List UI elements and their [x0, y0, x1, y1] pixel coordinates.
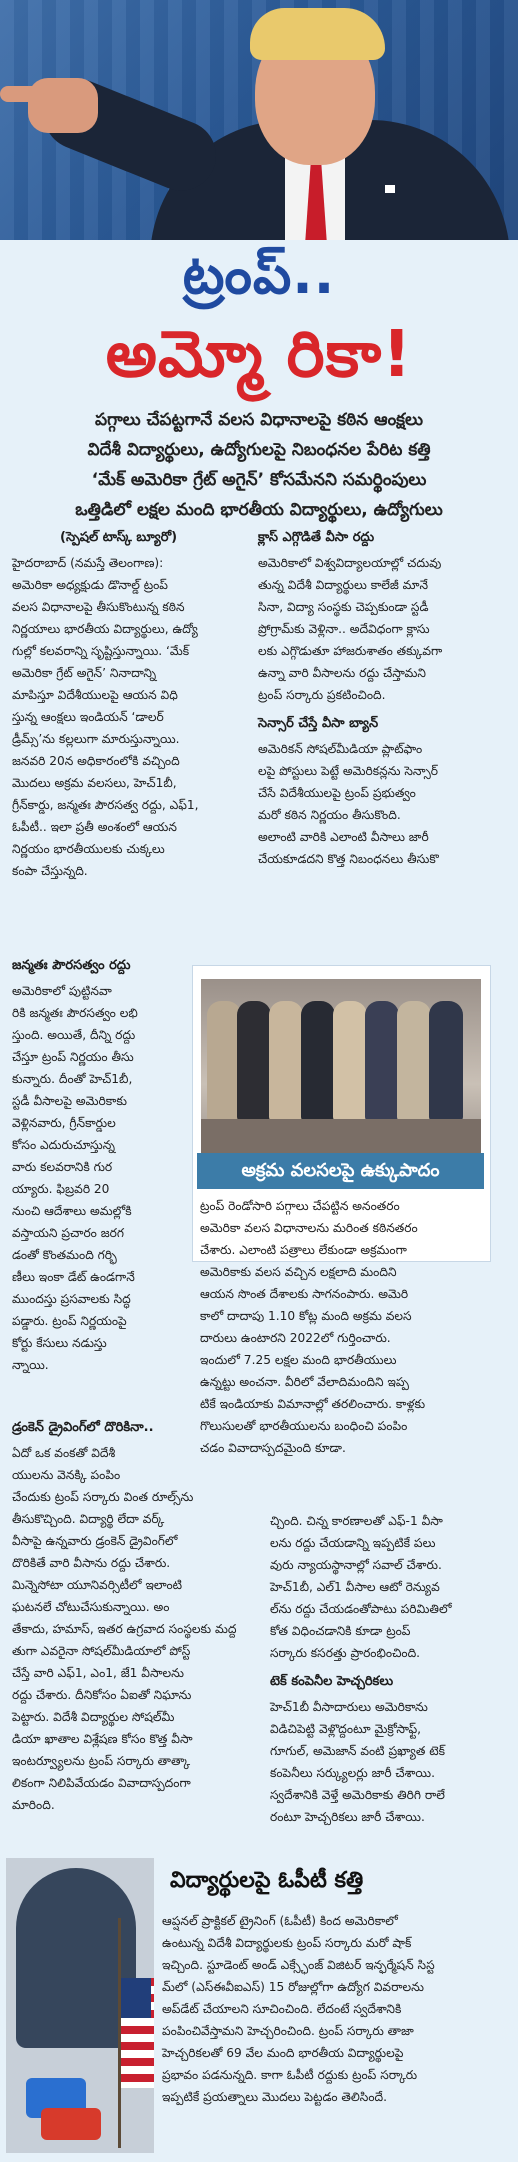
opt-body	[162, 1910, 510, 2108]
intro-line: కంపా చేస్తున్నది.	[12, 864, 88, 878]
intro-line: నిర్ణయాలు భారతీయ విద్యార్థులు, ఉద్యో	[12, 622, 198, 636]
section-line: తేకాదు, హమాస్, ఇతర ఉగ్రవాద సంస్థలకు మద్ద	[12, 1622, 237, 1636]
box-line: టికే ఇండియాకు విమానాల్లో తరలించారు. కాళ్లకు	[200, 1397, 426, 1411]
section-line: ఏదో ఒక వంకతో విదేశీ	[12, 1446, 116, 1460]
opt-line: మ్‌లో (ఎస్‌ఈవీఐఎస్) 15 రోజుల్లోగా ఉద్యోగ వివరాలను	[162, 1980, 424, 1994]
intro-line: ఓపీటీ.. ఇలా ప్రతీ అంశంలో ఆయన	[12, 820, 177, 834]
section-line: కోర్టు కేసులు నడుస్తు	[12, 1336, 107, 1350]
opt-line: అప్‌డేట్ చేయాలని సూచించింది. లేదంటే స్వదేశానికి	[162, 2002, 402, 2016]
section-line: లికంగా నిలిపివేయడం వివాదాస్పదంగా	[12, 1776, 191, 1790]
intro-line: మొదలు అక్రమ వలసలు, హెచ్1బీ,	[12, 776, 177, 790]
headline-line1: ట్రంప్..	[182, 243, 336, 306]
opt-photo	[6, 1858, 154, 2153]
section-line: చేందుకు ట్రంప్ సర్కారు వింత రూల్స్‌ను	[12, 1490, 194, 1504]
section-line: విడిచిపెట్టి వెళ్లొద్దంటూ మైక్రోసాఫ్ట్,	[270, 1722, 422, 1736]
opt-line: ఇచ్చింది. స్టూడెంట్ అండ్ ఎక్స్ఛేంజ్ విజిటర్ ఇన్ఫర్మేషన్ సిస్ట	[162, 1958, 435, 1972]
subhead-4: ఒత్తిడిలో లక్షల మంది భారతీయ విద్యార్థులు, ఉద్యోగులు	[75, 500, 443, 520]
section-line: కంపెనీలు సర్క్యులర్లు జారీ చేశాయి.	[270, 1766, 435, 1780]
subhead-3: ‘మేక్ అమెరికా గ్రేట్ అగైన్’ కోసమేనని సమర్థింపులు	[91, 470, 427, 490]
intro-line: అమెరికా గ్రేట్ అగైన్’ నినాదాన్ని	[12, 666, 157, 680]
section-line: ల్‌ను రద్దు చేయడంతోపాటు పరిమితిలో	[270, 1602, 452, 1616]
section-line: చేస్తూ ట్రంప్ నిర్ణయం తీసు	[12, 1050, 134, 1064]
section-line: హెచ్1బీ వీసాదారులు అమెరికాను	[270, 1700, 428, 1714]
section-line: న్నాయి.	[12, 1358, 49, 1372]
section-line: వెళ్లినవారు, గ్రీన్‌కార్డుల	[12, 1116, 116, 1130]
section-line: హెచ్1బీ, ఎల్1 వీసాల ఆటో రెన్యువ	[270, 1580, 440, 1594]
opt-line: ఇప్పటికే ప్రయత్నాలు మొదలు పెట్టడం తెలిసిందే.	[162, 2090, 388, 2104]
headline-line2: అమ్మో రికా!	[105, 318, 413, 392]
section-line: అమెరికాలో విశ్వవిద్యాలయాల్లో చదువు	[258, 556, 442, 570]
section-line: రంటూ హెచ్చరికలు జారీ చేశాయి.	[270, 1810, 425, 1824]
section-line: సర్కారు కసరత్తు ప్రారంభించింది.	[270, 1646, 421, 1660]
box-line: దారులు ఉంటారని 2022లో గుర్తించారు.	[200, 1331, 391, 1345]
intro-line: నిర్ణయం భారతీయులకు చుక్కలు	[12, 842, 165, 856]
section-line: మరో కఠిన నిర్ణయం తీసుకొంది.	[258, 808, 401, 822]
intro-line: స్తున్న ఆంక్షలు ఇండియన్ ‘డాలర్	[12, 710, 164, 724]
section-line: ట్రంప్ సర్కారు ప్రకటించింది.	[258, 688, 386, 702]
section-line: లను రద్దు చేయడాన్ని ఇప్పటికే పలు	[270, 1536, 436, 1550]
visa-renewal-section	[270, 1510, 510, 1828]
section-line: యులను వెనక్కి పంపిం	[12, 1468, 121, 1482]
box-line: చేశారు. ఎలాంటి పత్రాలు లేకుండా అక్రమంగా	[200, 1243, 407, 1257]
opt-line: ఉంటున్న విదేశీ విద్యార్థులకు ట్రంప్ సర్కారు మరో షాక్	[162, 1936, 412, 1950]
section-line: స్తుంది. అయితే, దీన్ని రద్దు	[12, 1028, 136, 1042]
drunk-driving-section	[12, 1420, 262, 1816]
intro-line: అమెరికా అధ్యక్షుడు డొనాల్డ్ ట్రంప్	[12, 578, 168, 592]
photo-caption: అక్రమ వలసలపై ఉక్కుపాదం	[197, 1153, 484, 1189]
intro-line: జనవరి 20న అధికారంలోకి వచ్చింది	[12, 754, 180, 768]
opt-title: విద్యార్థులపై ఓపీటీ కత్తి	[170, 1868, 364, 1893]
section-heading: టెక్ కంపెనీల హెచ్చరికలు	[270, 1674, 394, 1689]
header-photo	[0, 0, 518, 240]
section-line: అమెరికాలో పుట్టినవా	[12, 984, 112, 998]
section-line: ణీలు ఇంకా డేట్ ఉండగానే	[12, 1270, 135, 1284]
opt-line: హెచ్చరికలతో 69 వేల మంది భారతీయ విద్యార్థులపై	[162, 2046, 404, 2060]
intro-line: గ్రీన్‌కార్డు, జన్మతః పౌరసత్వ రద్దు, ఎఫ్1,	[12, 798, 199, 812]
section-line: య్యారు. ఫిబ్రవరి 20	[12, 1182, 110, 1196]
section-line: పెట్టారు. విదేశీ విద్యార్థుల సోషల్‌మీ	[12, 1710, 175, 1724]
intro-column	[12, 552, 244, 882]
section-line: తీసుకొచ్చింది. విద్యార్థి లేదా వర్క్	[12, 1512, 165, 1526]
section-line: ఘటనలే చోటుచేసుకున్నాయి. అం	[12, 1600, 170, 1614]
box-line: అమెరికా వలస విధానాలను మరింత కఠినతరం	[200, 1221, 418, 1235]
opt-line: ఆప్షనల్ ప్రాక్టికల్ ట్రైనింగ్ (ఓపీటీ) కింద అమెరికాలో	[162, 1914, 398, 1928]
section-line: వస్తాయని ప్రచారం జరగ	[12, 1226, 124, 1240]
section-line: డంతో కొంతమంది గర్భి	[12, 1248, 117, 1262]
intro-line: మాపిస్తూ విదేశీయులపై ఆయన విధి	[12, 688, 178, 702]
section-line: గూగుల్, అమెజాన్ వంటి ప్రఖ్యాత టెక్	[270, 1744, 445, 1758]
section-heading: సెన్సార్ చేస్తే వీసా బ్యాన్	[258, 716, 379, 731]
section-heading: క్లాస్ ఎగ్గొడితే వీసా రద్దు	[258, 530, 375, 545]
box-line: అమెరికాకు వలస వచ్చిన లక్షలాది మందిని	[200, 1265, 397, 1279]
section-line: స్టడీ వీసాలపై అమెరికాకు	[12, 1094, 127, 1108]
section-line: రద్దు చేశారు. దీనికోసం ఏఐతో నిఘాను	[12, 1688, 192, 1702]
intro-line: డ్రీమ్స్’ను కల్లలుగా మారుస్తున్నాయి.	[12, 732, 180, 746]
section-line: దొరికితే వారి వీసాను రద్దు చేశారు.	[12, 1556, 171, 1570]
section-heading: జన్మతః పౌరసత్వం రద్దు	[12, 958, 131, 973]
section-line: అలాంటి వారికి ఎలాంటి వీసాలు జారీ	[258, 830, 429, 844]
subhead-1: పగ్గాలు చేపట్టగానే వలస విధానాలపై కఠిన ఆంక్షలు	[95, 410, 423, 430]
section-line: మిన్నెసోటా యూనివర్సిటీలో ఇలాంటి	[12, 1578, 183, 1592]
box-line: ఉన్నట్టు అంచనా. వీరిలో వేలాదిమందిని ఇప్ప	[200, 1375, 409, 1389]
section-line: వురు న్యాయస్థానాల్లో సవాల్ చేశారు.	[270, 1558, 442, 1572]
box-line: గొలుసులతో భారతీయులను బంధించి పంపిం	[200, 1419, 408, 1433]
section-line: డియా ఖాతాల విశ్లేషణ కోసం కొత్త వీసా	[12, 1732, 193, 1746]
opt-line: ప్రభావం పడనున్నది. కాగా ఓపీటీ రద్దుకు ట్రంప్ సర్కారు	[162, 2068, 418, 2082]
section-heading: డ్రంకెన్ డ్రైవింగ్‌లో దొరికినా..	[12, 1420, 154, 1435]
section-line: వీసాపై ఉన్నవారు డ్రంకెన్ డ్రైవింగ్‌లో	[12, 1534, 178, 1548]
section-line: ప్రోగ్రామ్‌కు వెళ్లినా.. అదేవిధంగా క్లాసు	[258, 622, 430, 636]
section-line: చేయకూడదని కొత్త నిబంధనలు తీసుకొ	[258, 852, 439, 866]
box-line: ఆయన సొంత దేశాలకు సాగనంపారు. అమెరి	[200, 1287, 409, 1301]
section-line: మారింది.	[12, 1798, 55, 1812]
section-line: కున్నారు. దీంతో హెచ్1బీ,	[12, 1072, 133, 1086]
section-line: సినా, విద్యా సంస్థకు చెప్పకుండా స్టడీ	[258, 600, 429, 614]
section-line: వారు కలవరానికి గుర	[12, 1160, 113, 1174]
section-line: చేస్తే వారి ఎఫ్1, ఎం1, జే1 వీసాలను	[12, 1666, 184, 1680]
deportees-photo	[200, 978, 482, 1155]
section-line: ఉన్నా వారి వీసాలను రద్దు చేస్తామని	[258, 666, 426, 680]
section-line: స్వదేశానికి వెళ్తే అమెరికాకు తిరిగి రాలే	[270, 1788, 445, 1802]
intro-line: వలస విధానాలపై తీసుకొంటున్న కఠిన	[12, 600, 185, 614]
section-line: చేసే విదేశీయులపై ట్రంప్ ప్రభుత్వం	[258, 786, 416, 800]
section-line: లకు ఎగ్గొడుతూ హాజరుశాతం తక్కువగా	[258, 644, 443, 658]
section-line: కోత విధించడానికి కూడా ట్రంప్	[270, 1624, 411, 1638]
section-line: పడ్డారు. ట్రంప్ నిర్ణయంపై	[12, 1314, 127, 1328]
section-line: కోసం ఎదురుచూస్తున్న	[12, 1138, 115, 1152]
section-line: తుగా ఎవరైనా సోషల్‌మీడియాలో పోస్ట్	[12, 1644, 191, 1658]
section-line: ఇంటర్వ్యూలను ట్రంప్ సర్కారు తాత్కా	[12, 1754, 191, 1768]
section-line: చ్చింది. చిన్న కారణాలతో ఎఫ్-1 వీసా	[270, 1514, 443, 1528]
section-line: తున్న విదేశీ విద్యార్థులు కాలేజీ మానే	[258, 578, 429, 592]
section-line: అమెరికన్ సోషల్‌మీడియా ప్లాట్‌ఫాం	[258, 742, 423, 756]
subhead-2: విదేశీ విద్యార్థులు, ఉద్యోగులపై నిబంధనల పేరిట కత్తి	[87, 440, 431, 460]
section-line: రికి జన్మతః పౌరసత్వం లభి	[12, 1006, 138, 1020]
visa-cancel-section	[258, 530, 508, 870]
dateline: హైదరాబాద్ (నమస్తే తెలంగాణ):	[12, 556, 164, 570]
birthright-section	[12, 958, 184, 1376]
section-line: ముందస్తు ప్రసవాలకు సిద్ధ	[12, 1292, 131, 1306]
section-line: లపై పోస్టులు పెట్టే అమెరికన్లను సెన్సార్	[258, 764, 438, 778]
box-line: కాలో దాదాపు 1.10 కోట్ల మంది అక్రమ వలస	[200, 1309, 412, 1323]
box-line: చడం వివాదాస్పదమైంది కూడా.	[200, 1441, 346, 1455]
intro-line: గుల్లో కలవరాన్ని సృష్టిస్తున్నాయి. ‘మేక్	[12, 644, 190, 658]
opt-line: పంపించివేస్తామని హెచ్చరించింది. ట్రంప్ సర్కారు తాజా	[162, 2024, 414, 2038]
section-line: నుంచి ఆదేశాలు అమల్లోకి	[12, 1204, 132, 1218]
box-line: ఇందులో 7.25 లక్షల మంది భారతీయులు	[200, 1353, 397, 1367]
byline: (స్పెషల్ టాస్క్ బ్యూరో)	[60, 530, 178, 545]
box-line: ట్రంప్ రెండోసారి పగ్గాలు చేపట్టిన అనంతరం	[200, 1199, 400, 1213]
